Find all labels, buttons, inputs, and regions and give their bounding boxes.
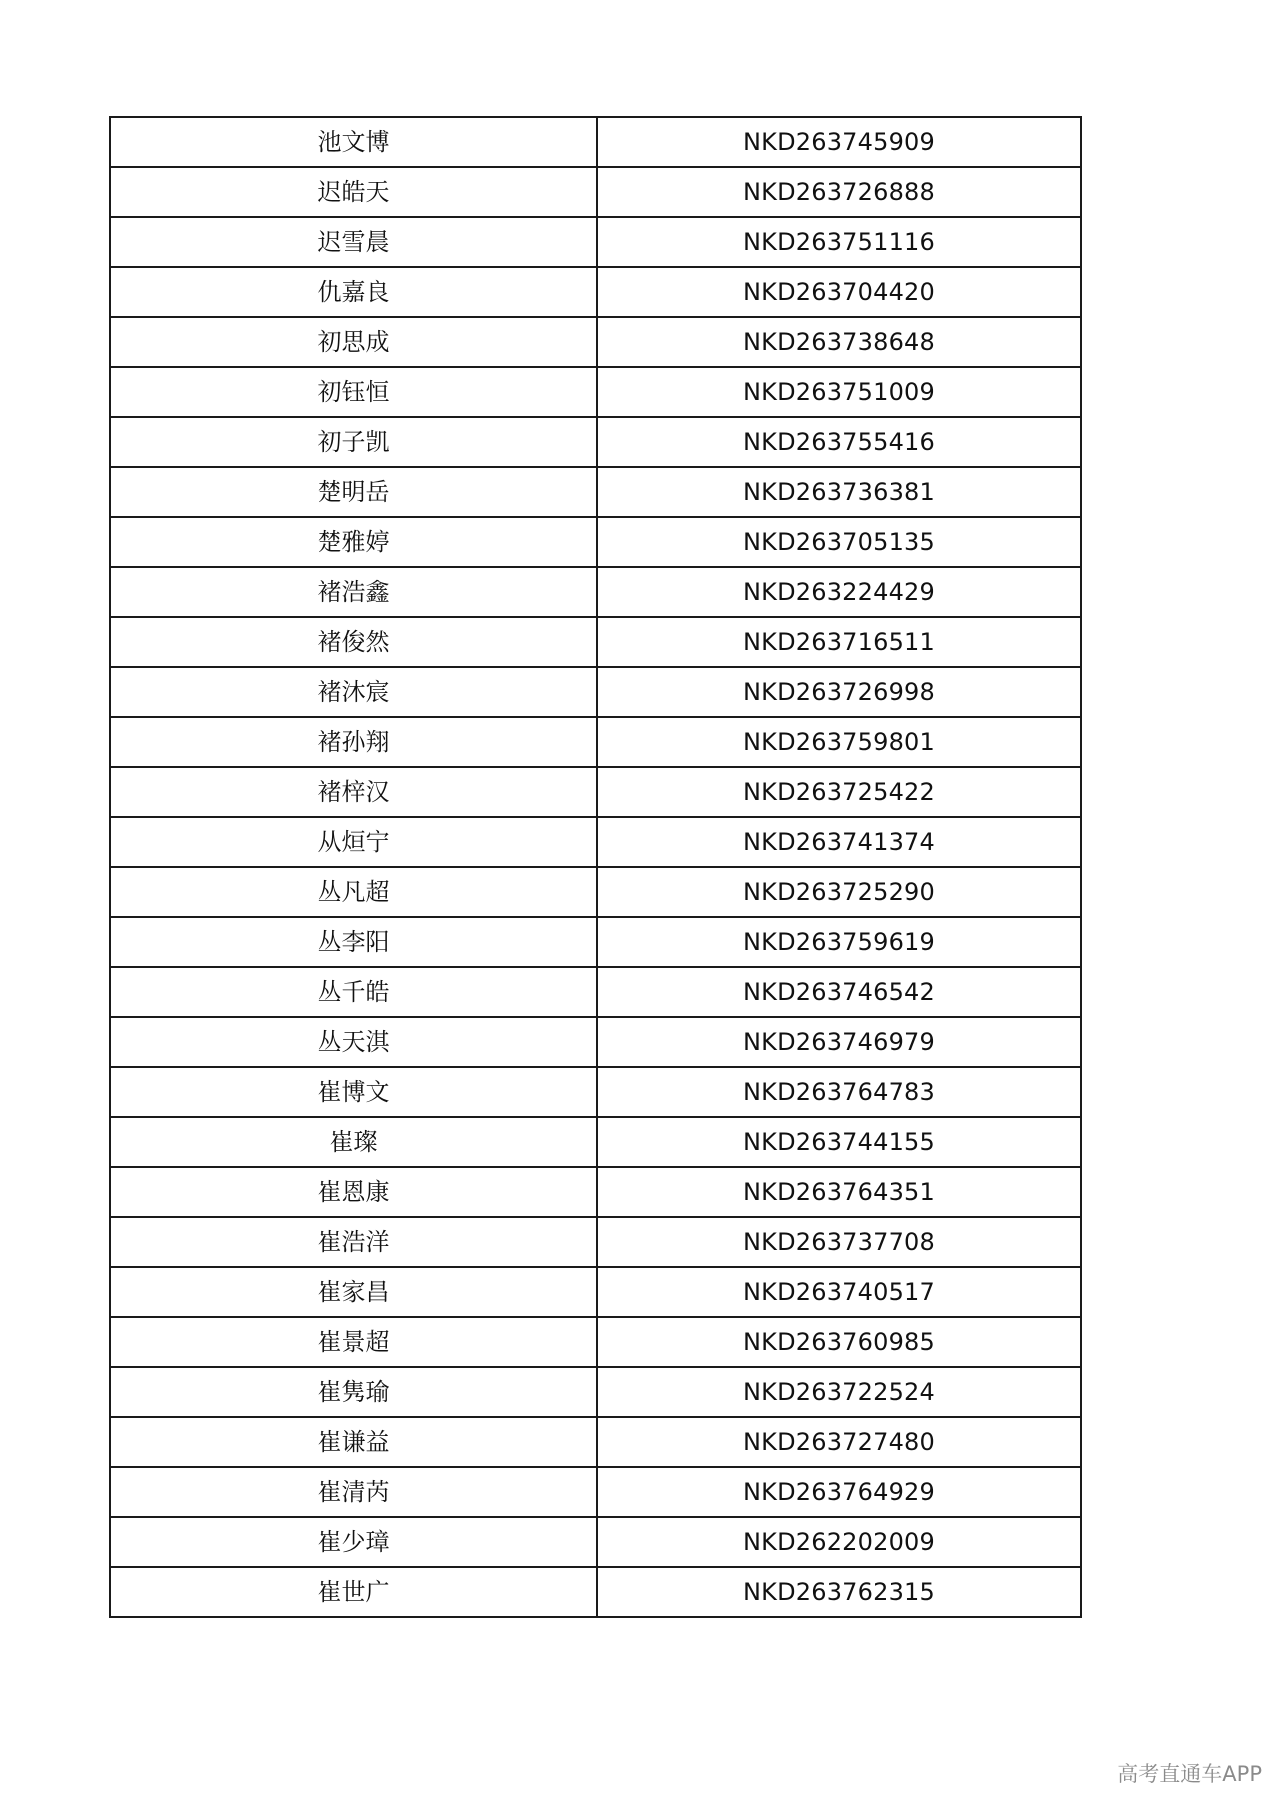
id-cell: NKD263727480 xyxy=(597,1417,1081,1467)
name-cell: 崔谦益 xyxy=(110,1417,597,1467)
table-row xyxy=(110,117,1081,167)
watermark: 高考直通车APP xyxy=(1117,1762,1262,1786)
id-cell: NKD263764351 xyxy=(597,1167,1081,1217)
id-cell: NKD263751009 xyxy=(597,367,1081,417)
id-cell: NKD262202009 xyxy=(597,1517,1081,1567)
table-row xyxy=(110,417,1081,467)
table-row xyxy=(110,917,1081,967)
name-cell: 崔家昌 xyxy=(110,1267,597,1317)
table-row xyxy=(110,317,1081,367)
table-row xyxy=(110,1167,1081,1217)
name-cell: 丛李阳 xyxy=(110,917,597,967)
name-cell: 丛凡超 xyxy=(110,867,597,917)
name-cell: 丛天淇 xyxy=(110,1017,597,1067)
id-cell: NKD263744155 xyxy=(597,1117,1081,1167)
id-cell: NKD263745909 xyxy=(597,117,1081,167)
table-row xyxy=(110,1367,1081,1417)
id-cell: NKD263705135 xyxy=(597,517,1081,567)
id-cell: NKD263759801 xyxy=(597,717,1081,767)
name-cell: 崔璨 xyxy=(110,1117,597,1167)
table-row xyxy=(110,1567,1081,1617)
table-row xyxy=(110,617,1081,667)
id-cell: NKD263725290 xyxy=(597,867,1081,917)
id-cell: NKD263746542 xyxy=(597,967,1081,1017)
name-cell: 褚沐宸 xyxy=(110,667,597,717)
table-row xyxy=(110,1467,1081,1517)
table-row xyxy=(110,467,1081,517)
table-row xyxy=(110,867,1081,917)
id-cell: NKD263726888 xyxy=(597,167,1081,217)
table-row xyxy=(110,1417,1081,1467)
roster-table xyxy=(109,116,1082,1618)
id-cell: NKD263760985 xyxy=(597,1317,1081,1367)
id-cell: NKD263764783 xyxy=(597,1067,1081,1117)
name-cell: 崔景超 xyxy=(110,1317,597,1367)
table-row xyxy=(110,267,1081,317)
name-cell: 崔浩洋 xyxy=(110,1217,597,1267)
name-cell: 初思成 xyxy=(110,317,597,367)
name-cell: 褚浩鑫 xyxy=(110,567,597,617)
name-cell: 崔世广 xyxy=(110,1567,597,1617)
table-row xyxy=(110,1017,1081,1067)
id-cell: NKD263740517 xyxy=(597,1267,1081,1317)
name-cell: 褚梓汉 xyxy=(110,767,597,817)
id-cell: NKD263737708 xyxy=(597,1217,1081,1267)
id-cell: NKD263716511 xyxy=(597,617,1081,667)
table-row xyxy=(110,1217,1081,1267)
id-cell: NKD263759619 xyxy=(597,917,1081,967)
name-cell: 从烜宁 xyxy=(110,817,597,867)
table-row xyxy=(110,1517,1081,1567)
id-cell: NKD263722524 xyxy=(597,1367,1081,1417)
id-cell: NKD263762315 xyxy=(597,1567,1081,1617)
table-row xyxy=(110,1117,1081,1167)
id-cell: NKD263755416 xyxy=(597,417,1081,467)
name-cell: 楚明岳 xyxy=(110,467,597,517)
table-row xyxy=(110,1067,1081,1117)
name-cell: 初子凯 xyxy=(110,417,597,467)
id-cell: NKD263224429 xyxy=(597,567,1081,617)
table-row xyxy=(110,217,1081,267)
table-row xyxy=(110,167,1081,217)
table-row xyxy=(110,667,1081,717)
id-cell: NKD263726998 xyxy=(597,667,1081,717)
name-cell: 崔恩康 xyxy=(110,1167,597,1217)
table-row xyxy=(110,817,1081,867)
table-row xyxy=(110,967,1081,1017)
name-cell: 褚孙翔 xyxy=(110,717,597,767)
id-cell: NKD263751116 xyxy=(597,217,1081,267)
name-cell: 褚俊然 xyxy=(110,617,597,667)
name-cell: 丛千皓 xyxy=(110,967,597,1017)
name-cell: 崔隽瑜 xyxy=(110,1367,597,1417)
id-cell: NKD263704420 xyxy=(597,267,1081,317)
table-row xyxy=(110,517,1081,567)
roster-body xyxy=(110,117,1081,1617)
name-cell: 池文博 xyxy=(110,117,597,167)
table-row xyxy=(110,1317,1081,1367)
id-cell: NKD263746979 xyxy=(597,1017,1081,1067)
id-cell: NKD263738648 xyxy=(597,317,1081,367)
name-cell: 迟皓天 xyxy=(110,167,597,217)
id-cell: NKD263725422 xyxy=(597,767,1081,817)
table-row xyxy=(110,567,1081,617)
table-row xyxy=(110,767,1081,817)
name-cell: 迟雪晨 xyxy=(110,217,597,267)
id-cell: NKD263736381 xyxy=(597,467,1081,517)
name-cell: 崔博文 xyxy=(110,1067,597,1117)
name-cell: 初钰恒 xyxy=(110,367,597,417)
name-cell: 仇嘉良 xyxy=(110,267,597,317)
id-cell: NKD263741374 xyxy=(597,817,1081,867)
id-cell: NKD263764929 xyxy=(597,1467,1081,1517)
name-cell: 崔清芮 xyxy=(110,1467,597,1517)
name-cell: 楚雅婷 xyxy=(110,517,597,567)
name-cell: 崔少璋 xyxy=(110,1517,597,1567)
table-row xyxy=(110,367,1081,417)
table-row xyxy=(110,717,1081,767)
table-row xyxy=(110,1267,1081,1317)
